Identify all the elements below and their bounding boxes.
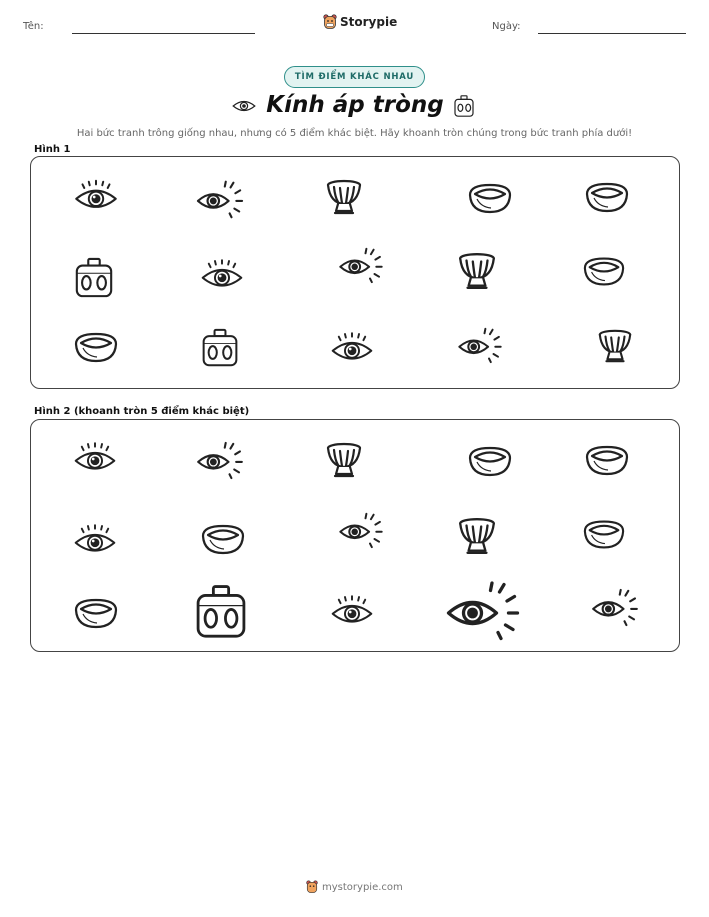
eye-rays-icon[interactable] [445,580,521,640]
brand-logo [323,14,397,30]
case-icon [73,257,115,299]
footer [306,880,403,894]
lens-icon[interactable] [467,444,513,478]
eye-icon [232,97,256,115]
page-title: Kính áp tròng [266,92,444,118]
eye-rays-icon [196,179,244,219]
eye-rays-icon [337,247,385,283]
lens-icon[interactable] [584,442,630,478]
eye-rays-icon[interactable] [196,441,244,479]
picture-1-panel [30,156,680,389]
eye-lashes-icon [200,258,244,294]
lens-icon[interactable] [200,522,246,556]
lens-icon[interactable] [582,516,626,552]
eye-rays-icon [456,327,504,363]
lens-icon [467,181,513,215]
bear-icon [323,14,337,30]
picture-2-panel[interactable] [30,419,680,652]
panel1-label: Hình 1 [34,144,71,155]
name-label: Tên: [23,21,44,32]
instructions: Hai bức tranh trông giống nhau, nhưng có 5 điểm khác biệt. Hãy khoanh tròn chúng trong bức tranh phía dưới! [76,128,633,139]
panel2-label: Hình 2 (khoanh tròn 5 điểm khác biệt) [34,406,250,417]
bowl-icon[interactable] [323,440,365,480]
lens-icon [584,179,630,215]
lens-icon [73,329,119,365]
case-icon[interactable] [191,584,251,640]
eye-lashes-icon [330,331,374,367]
name-line[interactable] [72,33,255,34]
eye-lashes-icon[interactable] [330,594,374,630]
eye-lashes-icon[interactable] [73,522,117,560]
lens-icon [582,253,626,289]
bowl-icon[interactable] [455,515,499,557]
eye-lashes-icon[interactable] [73,441,117,477]
eye-lashes-icon [73,179,119,215]
lens-icon[interactable] [73,595,119,631]
bowl-icon [323,177,365,217]
bowl-icon [592,327,638,365]
case-icon [200,328,240,368]
eye-rays-icon[interactable] [591,588,639,626]
eye-rays-icon[interactable] [337,512,385,548]
activity-badge: TÌM ĐIỂM KHÁC NHAU [284,66,425,88]
lens-case-icon [452,94,476,118]
brand-name: Storypie [340,15,398,29]
date-label: Ngày: [492,21,521,32]
footer-url: mystorypie.com [322,881,403,893]
date-line[interactable] [538,33,686,34]
bear-icon [306,880,318,894]
bowl-icon [455,250,499,292]
